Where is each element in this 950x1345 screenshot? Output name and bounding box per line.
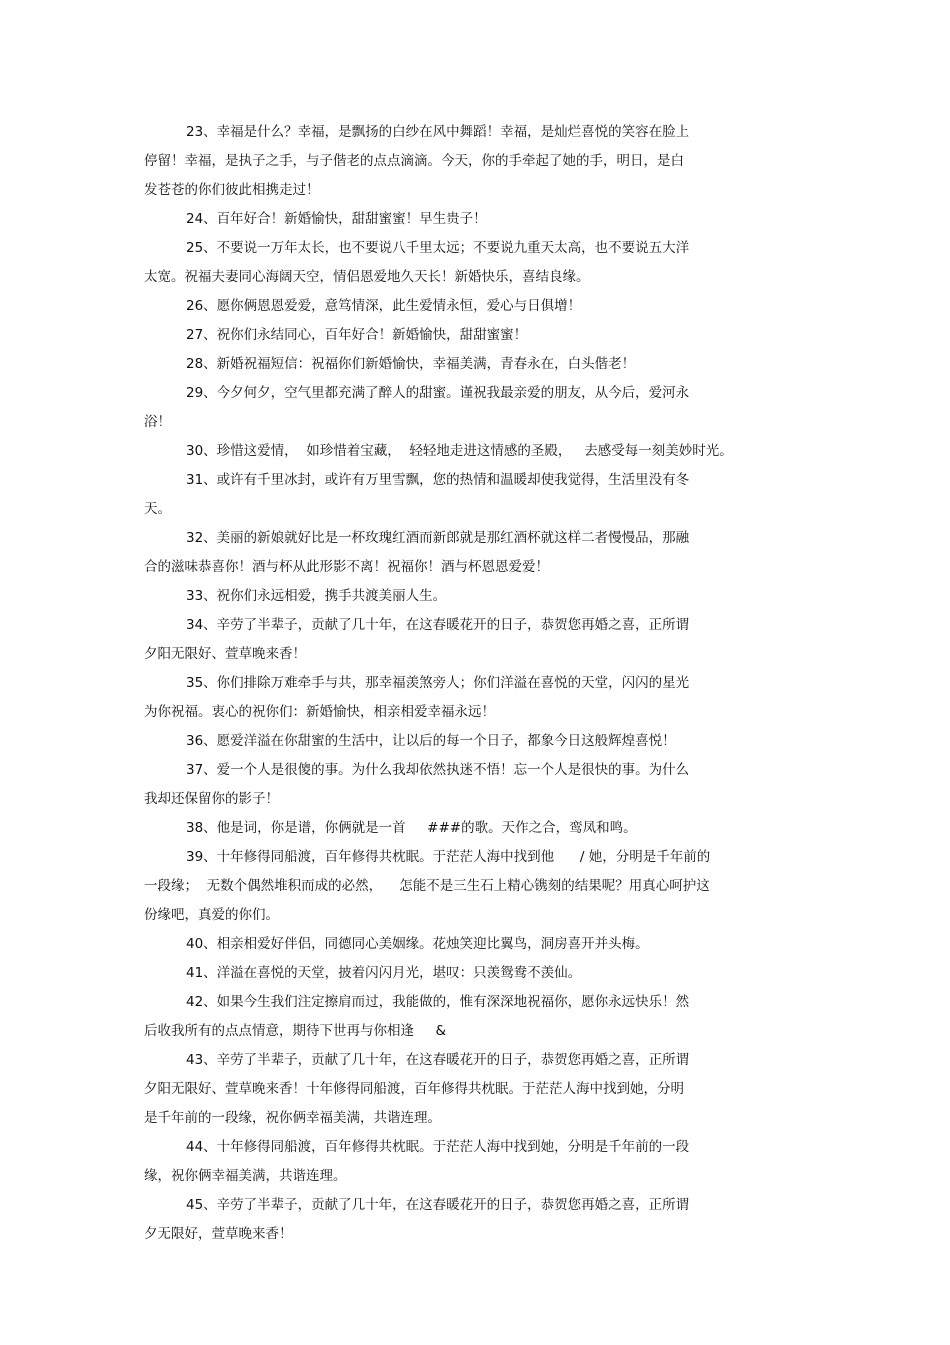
paragraph <box>144 350 804 379</box>
paragraph-line: 23、幸福是什么？幸福，是飘扬的白纱在风中舞蹈！幸福，是灿烂喜悦的笑容在脸上 <box>186 124 690 140</box>
paragraph-line: 太宽。祝福夫妻同心海阔天空，情侣恩爱地久天长！新婚快乐，喜结良缘。 <box>144 269 590 285</box>
paragraph <box>144 379 804 437</box>
paragraph-line: 29、今夕何夕，空气里都充满了醉人的甜蜜。谨祝我最亲爱的朋友，从今后，爱河永 <box>186 385 690 401</box>
paragraph-line: 27、祝你们永结同心，百年好合！新婚愉快，甜甜蜜蜜！ <box>186 327 528 343</box>
paragraph-line: 25、不要说一万年太长，也不要说八千里太远；不要说九重天太高，也不要说五大洋 <box>186 240 690 256</box>
paragraph <box>144 930 804 959</box>
paragraph <box>144 1133 804 1191</box>
paragraph-line: 26、愿你俩恩恩爱爱，意笃情深，此生爱情永恒，爱心与日俱增！ <box>186 298 582 314</box>
paragraph-line: 33、祝你们永远相爱，携手共渡美丽人生。 <box>186 588 447 604</box>
paragraph-line: 38、他是词，你是谱，你俩就是一首 ###的歌。天作之合，鸾凤和鸣。 <box>186 820 637 836</box>
paragraph-line: 39、十年修得同船渡，百年修得共枕眠。于茫茫人海中找到他 / 她，分明是千年前的 <box>186 849 711 865</box>
paragraph-line: 36、愿爱洋溢在你甜蜜的生活中，让以后的每一个日子，都象今日这般辉煌喜悦！ <box>186 733 676 749</box>
paragraph <box>144 669 804 727</box>
paragraph <box>144 118 804 205</box>
paragraph <box>144 466 804 524</box>
paragraph-line: 浴！ <box>144 414 171 430</box>
paragraph-line: 43、辛劳了半辈子，贡献了几十年，在这春暖花开的日子，恭贺您再婚之喜，正所谓 <box>186 1052 690 1068</box>
paragraph <box>144 1046 804 1133</box>
paragraph <box>144 234 804 292</box>
paragraph <box>144 756 804 814</box>
paragraph <box>144 582 804 611</box>
paragraph-line: 28、新婚祝福短信：祝福你们新婚愉快，幸福美满，青春永在，白头偕老！ <box>186 356 636 372</box>
paragraph-line: 是千年前的一段缘，祝你俩幸福美满，共谐连理。 <box>144 1110 441 1126</box>
paragraph-line: 30、珍惜这爱情， 如珍惜着宝藏， 轻轻地走进这情感的圣殿， 去感受每一刻美妙时光。 <box>186 443 733 459</box>
paragraph <box>144 959 804 988</box>
paragraph <box>144 843 804 930</box>
paragraph-line: 34、辛劳了半辈子，贡献了几十年，在这春暖花开的日子，恭贺您再婚之喜，正所谓 <box>186 617 690 633</box>
paragraph-line: 我却还保留你的影子！ <box>144 791 279 807</box>
paragraph <box>144 205 804 234</box>
paragraph-line: 一段缘； 无数个偶然堆积而成的必然， 怎能不是三生石上精心镌刻的结果呢？用真心呵护这 <box>144 878 710 894</box>
paragraph <box>144 814 804 843</box>
paragraph <box>144 321 804 350</box>
paragraph-line: 44、十年修得同船渡，百年修得共枕眠。于茫茫人海中找到她，分明是千年前的一段 <box>186 1139 690 1155</box>
paragraph-line: 41、洋溢在喜悦的天堂，披着闪闪月光，堪叹：只羡鸳鸯不羡仙。 <box>186 965 582 981</box>
paragraph <box>144 611 804 669</box>
paragraph-line: 40、相亲相爱好伴侣，同德同心美姻缘。花烛笑迎比翼鸟，洞房喜开并头梅。 <box>186 936 649 952</box>
paragraph-line: 天。 <box>144 501 171 517</box>
paragraph-line: 42、如果今生我们注定擦肩而过，我能做的，惟有深深地祝福你，愿你永远快乐！然 <box>186 994 690 1010</box>
paragraph <box>144 988 804 1046</box>
paragraph <box>144 727 804 756</box>
paragraph-line: 缘，祝你俩幸福美满，共谐连理。 <box>144 1168 347 1184</box>
paragraph <box>144 437 804 466</box>
paragraph <box>144 1191 804 1249</box>
paragraph <box>144 292 804 321</box>
paragraph-line: 37、爱一个人是很傻的事。为什么我却依然执迷不悟！忘一个人是很快的事。为什么 <box>186 762 690 778</box>
paragraph-line: 45、辛劳了半辈子，贡献了几十年，在这春暖花开的日子，恭贺您再婚之喜，正所谓 <box>186 1197 690 1213</box>
paragraph-line: 31、或许有千里冰封，或许有万里雪飘，您的热情和温暖却使我觉得，生活里没有冬 <box>186 472 690 488</box>
paragraph <box>144 524 804 582</box>
paragraph-line: 24、百年好合！新婚愉快，甜甜蜜蜜！早生贵子！ <box>186 211 487 227</box>
paragraph-line: 32、美丽的新娘就好比是一杯玫瑰红酒而新郎就是那红酒杯就这样二者慢慢品，那融 <box>186 530 690 546</box>
paragraph-line: 夕阳无限好、萱草晚来香！十年修得同船渡，百年修得共枕眠。于茫茫人海中找到她，分明 <box>144 1081 684 1097</box>
paragraph-line: 为你祝福。衷心的祝你们：新婚愉快，相亲相爱幸福永远！ <box>144 704 495 720</box>
paragraph-line: 停留！幸福，是执子之手，与子偕老的点点滴滴。今天，你的手牵起了她的手，明日，是白 <box>144 153 684 169</box>
paragraph-line: 合的滋味恭喜你！酒与杯从此形影不离！祝福你！酒与杯恩恩爱爱！ <box>144 559 549 575</box>
paragraph-line: 夕阳无限好、萱草晚来香！ <box>144 646 306 662</box>
paragraph-line: 35、你们排除万难牵手与共，那幸福羡煞旁人；你们洋溢在喜悦的天堂，闪闪的星光 <box>186 675 690 691</box>
paragraph-line: 夕无限好，萱草晚来香！ <box>144 1226 293 1242</box>
paragraph-line: 后收我所有的点点情意，期待下世再与你相逢 & <box>144 1023 446 1039</box>
paragraph-line: 发苍苍的你们彼此相携走过！ <box>144 182 320 198</box>
paragraph-line: 份缘吧，真爱的你们。 <box>144 907 279 923</box>
